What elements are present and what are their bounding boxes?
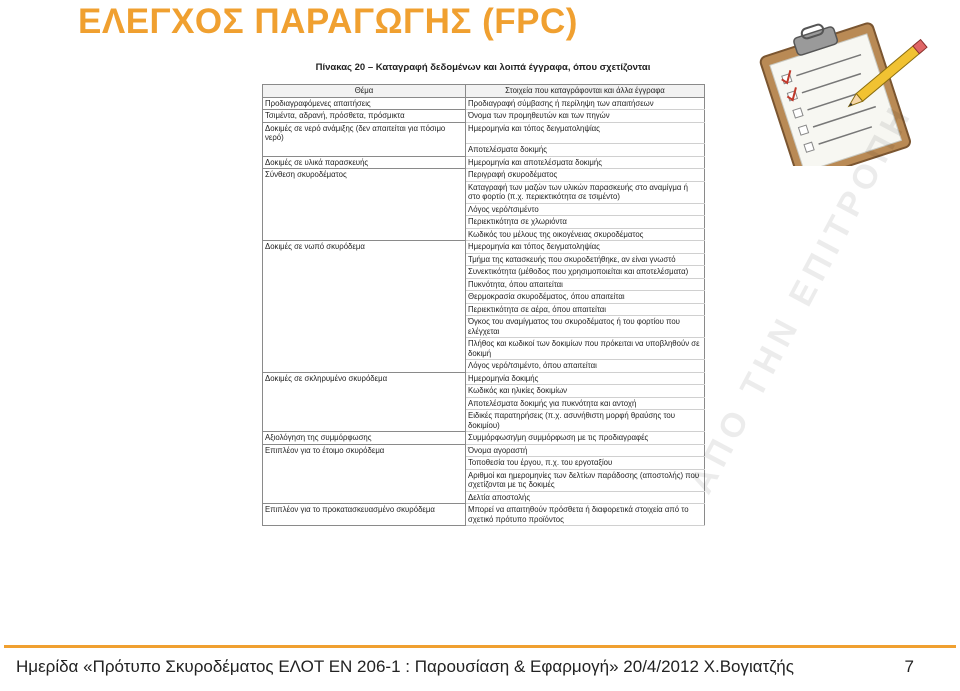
- topic-cell: Δοκιμές σε σκληρυμένο σκυρόδεμα: [263, 372, 466, 385]
- table-row: [263, 181, 705, 203]
- table-row: [263, 122, 705, 144]
- table-row: [263, 338, 705, 360]
- topic-cell: [263, 457, 466, 470]
- table-row: [263, 97, 705, 110]
- records-cell: Ημερομηνία και τόπος δειγματοληψίας: [466, 241, 705, 254]
- table-row: [263, 291, 705, 304]
- records-cell: Αποτελέσματα δοκιμής για πυκνότητα και αντοχή: [466, 397, 705, 410]
- table-caption: Πίνακας 20 – Καταγραφή δεδομένων και λοιπά έγγραφα, όπου σχετίζονται: [315, 62, 651, 73]
- topic-cell: Τσιμέντα, αδρανή, πρόσθετα, πρόσμικτα: [263, 110, 466, 123]
- records-cell: Προδιαγραφή σύμβασης ή περίληψη των απαιτήσεων: [466, 97, 705, 110]
- watermark: ΑΠΟ ΤΗΝ ΕΠΙΤΡΟΠΗ: [682, 97, 921, 500]
- table-row: [263, 203, 705, 216]
- topic-cell: [263, 291, 466, 304]
- table-row: [263, 316, 705, 338]
- table-row: [263, 410, 705, 432]
- topic-cell: [263, 144, 466, 157]
- topic-cell: [263, 360, 466, 373]
- records-cell: Ημερομηνία και τόπος δειγματοληψίας: [466, 122, 705, 144]
- topic-cell: Δοκιμές σε υλικά παρασκευής: [263, 156, 466, 169]
- records-cell: Όνομα των προμηθευτών και των πηγών: [466, 110, 705, 123]
- table-header-row: [263, 85, 705, 98]
- records-cell: Περιεκτικότητα σε αέρα, όπου απαιτείται: [466, 303, 705, 316]
- topic-cell: [263, 216, 466, 229]
- records-cell: Καταγραφή των μαζών των υλικών παρασκευής στο αναμίγμα ή στο φορτίο (π.χ. περιεκτικότητα σε τσιμέντο): [466, 181, 705, 203]
- records-cell: Ειδικές παρατηρήσεις (π.χ. ασυνήθιστη μορφή θραύσης του δοκιμίου): [466, 410, 705, 432]
- topic-cell: [263, 203, 466, 216]
- records-cell: Λόγος νερό/τσιμέντο: [466, 203, 705, 216]
- topic-cell: Σύνθεση σκυροδέματος: [263, 169, 466, 182]
- table-row: [263, 444, 705, 457]
- table-row: [263, 253, 705, 266]
- table-row: [263, 469, 705, 491]
- topic-cell: [263, 385, 466, 398]
- table-row: [263, 372, 705, 385]
- records-cell: Τοποθεσία του έργου, π.χ. του εργοταξίου: [466, 457, 705, 470]
- topic-cell: [263, 410, 466, 432]
- topic-cell: [263, 278, 466, 291]
- topic-cell: Επιπλέον για το προκατασκευασμένο σκυρόδεμα: [263, 504, 466, 526]
- topic-cell: [263, 338, 466, 360]
- table-row: [263, 504, 705, 526]
- topic-cell: Επιπλέον για το έτοιμο σκυρόδεμα: [263, 444, 466, 457]
- table-row: [263, 303, 705, 316]
- records-cell: Αποτελέσματα δοκιμής: [466, 144, 705, 157]
- table-row: [263, 241, 705, 254]
- table-row: [263, 278, 705, 291]
- topic-cell: Δοκιμές σε νωπό σκυρόδεμα: [263, 241, 466, 254]
- table-row: [263, 397, 705, 410]
- document-scan: [262, 62, 921, 624]
- topic-cell: [263, 397, 466, 410]
- records-cell: Τμήμα της κατασκευής που σκυροδετήθηκε, αν είναι γνωστό: [466, 253, 705, 266]
- records-cell: Μπορεί να απαιτηθούν πρόσθετα ή διαφορετικά στοιχεία από το σχετικό πρότυπο προϊόντος: [466, 504, 705, 526]
- fpc-records-table: [262, 84, 705, 526]
- clipboard-checklist-icon: [742, 14, 932, 166]
- table-row: [263, 228, 705, 241]
- records-cell: Ημερομηνία και αποτελέσματα δοκιμής: [466, 156, 705, 169]
- table-row: [263, 385, 705, 398]
- records-cell: Ημερομηνία δοκιμής: [466, 372, 705, 385]
- topic-cell: [263, 181, 466, 203]
- topic-cell: [263, 491, 466, 504]
- table-row: [263, 216, 705, 229]
- records-cell: Αριθμοί και ημερομηνίες των δελτίων παράδοσης (αποστολής) που σχετίζονται με τις δοκιμές: [466, 469, 705, 491]
- slide-title: ΕΛΕΓΧΟΣ ΠΑΡΑΓΩΓΗΣ (FPC): [78, 2, 578, 41]
- records-cell: Πλήθος και κωδικοί των δοκιμίων που πρόκειται να υποβληθούν σε δοκιμή: [466, 338, 705, 360]
- records-cell: Λόγος νερό/τσιμέντο, όπου απαιτείται: [466, 360, 705, 373]
- table-body: [263, 97, 705, 526]
- topic-cell: Αξιολόγηση της συμμόρφωσης: [263, 432, 466, 445]
- topic-cell: [263, 316, 466, 338]
- topic-cell: Προδιαγραφόμενες απαιτήσεις: [263, 97, 466, 110]
- topic-cell: Δοκιμές σε νερό ανάμιξης (δεν απαιτείται για πόσιμο νερό): [263, 122, 466, 144]
- topic-cell: [263, 266, 466, 279]
- topic-cell: [263, 303, 466, 316]
- table-row: [263, 360, 705, 373]
- records-cell: Κωδικός και ηλικίες δοκιμίων: [466, 385, 705, 398]
- footer-divider: [4, 645, 956, 648]
- footer-text: Ημερίδα «Πρότυπο Σκυροδέματος ΕΛΟΤ ΕΝ 206-1 : Παρουσίαση & Εφαρμογή» 20/4/2012 Χ.Βογιατζής: [16, 657, 794, 676]
- records-cell: Θερμοκρασία σκυροδέματος, όπου απαιτείται: [466, 291, 705, 304]
- topic-cell: [263, 253, 466, 266]
- table-row: [263, 169, 705, 182]
- records-cell: Κωδικός του μέλους της οικογένειας σκυροδέματος: [466, 228, 705, 241]
- topic-cell: [263, 228, 466, 241]
- table-row: [263, 110, 705, 123]
- records-cell: Περιεκτικότητα σε χλωριόντα: [466, 216, 705, 229]
- table-row: [263, 144, 705, 157]
- topic-cell: [263, 469, 466, 491]
- table-row: [263, 457, 705, 470]
- table-row: [263, 266, 705, 279]
- table-row: [263, 156, 705, 169]
- records-cell: Συνεκτικότητα (μέθοδος που χρησιμοποιείται και αποτελέσματα): [466, 266, 705, 279]
- header-records: Στοιχεία που καταγράφονται και άλλα έγγραφα: [466, 85, 705, 98]
- records-cell: Περιγραφή σκυροδέματος: [466, 169, 705, 182]
- records-cell: Δελτία αποστολής: [466, 491, 705, 504]
- page-number: 7: [904, 657, 914, 676]
- table-row: [263, 432, 705, 445]
- header-topic: Θέμα: [263, 85, 466, 98]
- records-cell: Όγκος του αναμίγματος του σκυροδέματος ή του φορτίου που ελέγχεται: [466, 316, 705, 338]
- records-cell: Συμμόρφωση/μη συμμόρφωση με τις προδιαγραφές: [466, 432, 705, 445]
- table-row: [263, 491, 705, 504]
- records-cell: Όνομα αγοραστή: [466, 444, 705, 457]
- records-cell: Πυκνότητα, όπου απαιτείται: [466, 278, 705, 291]
